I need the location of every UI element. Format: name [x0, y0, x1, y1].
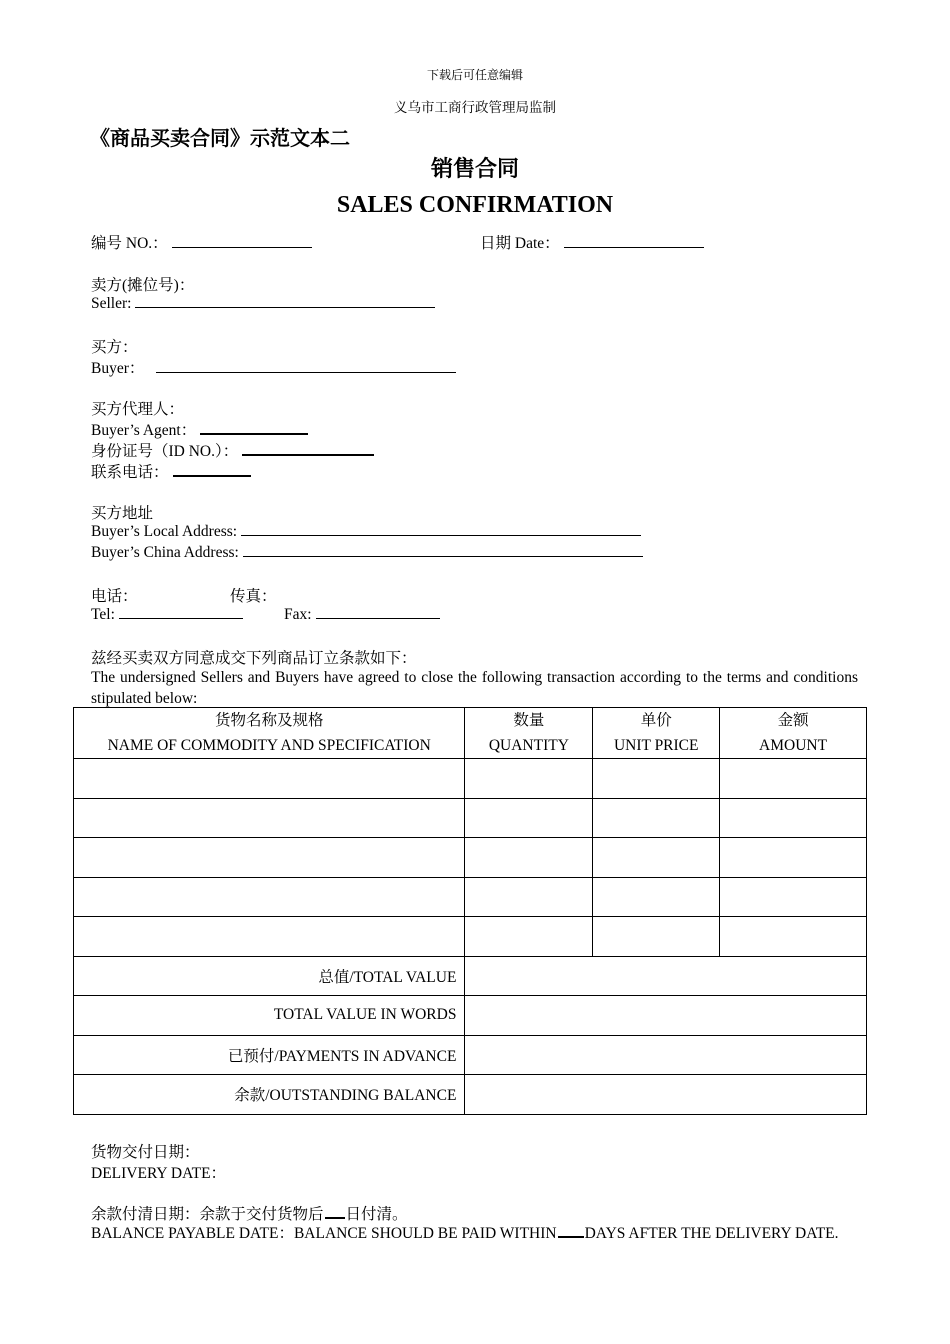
- fax-field: [284, 605, 440, 624]
- quantity-cell[interactable]: [465, 759, 593, 799]
- total-words-cell[interactable]: [465, 996, 867, 1036]
- phone-blank[interactable]: [173, 462, 251, 477]
- template-title: 《商品买卖合同》示范文本二: [90, 126, 350, 150]
- balance-date-cn: [91, 1202, 408, 1224]
- unit-price-cell[interactable]: [593, 838, 720, 878]
- number-field: [91, 231, 312, 253]
- china-address-field: [91, 543, 643, 562]
- agent-label-en: Buyer’s Agent：: [91, 422, 197, 439]
- advance-cell[interactable]: [465, 1035, 867, 1075]
- table-row: [74, 917, 867, 957]
- quantity-cell[interactable]: [465, 917, 593, 957]
- total-value-cell[interactable]: [465, 956, 867, 996]
- header-amount: 金额 AMOUNT: [720, 708, 867, 759]
- contract-title-cn: 销售合同: [430, 157, 519, 182]
- number-blank[interactable]: [172, 234, 312, 248]
- date-blank[interactable]: [564, 234, 704, 248]
- balance-days-blank-cn[interactable]: [325, 1204, 345, 1219]
- quantity-cell[interactable]: [465, 877, 593, 917]
- table-row: [74, 838, 867, 878]
- seller-blank[interactable]: [135, 294, 435, 308]
- unit-price-cell[interactable]: [593, 917, 720, 957]
- id-blank[interactable]: [242, 441, 374, 456]
- intro-cn: 兹经买卖双方同意成交下列商品订立条款如下：: [91, 650, 417, 667]
- header-unit-price: 单价 UNIT PRICE: [593, 708, 720, 759]
- total-words-label: TOTAL VALUE IN WORDS: [74, 996, 465, 1036]
- summary-row-balance: [74, 1075, 867, 1115]
- local-address-label: Buyer’s Local Address:: [91, 523, 238, 540]
- commodity-cell[interactable]: [74, 917, 465, 957]
- quantity-cell[interactable]: [465, 838, 593, 878]
- china-address-blank[interactable]: [243, 543, 643, 557]
- unit-price-cell[interactable]: [593, 877, 720, 917]
- local-address-blank[interactable]: [241, 522, 641, 536]
- balance-label: 余款/OUTSTANDING BALANCE: [74, 1075, 465, 1115]
- balance-en-after: DAYS AFTER THE DELIVERY DATE.: [584, 1225, 839, 1242]
- intro-en: The undersigned Sellers and Buyers have agreed to close the following transaction according to the terms and conditions stipulated below:: [91, 669, 858, 707]
- fax-blank[interactable]: [316, 605, 440, 619]
- quantity-cell[interactable]: [465, 798, 593, 838]
- unit-price-cell[interactable]: [593, 798, 720, 838]
- seller-field: [91, 294, 435, 313]
- table-row: [74, 798, 867, 838]
- amount-cell[interactable]: [720, 838, 867, 878]
- id-field: [91, 439, 374, 461]
- contract-title-en: SALES CONFIRMATION: [336, 192, 614, 218]
- summary-row-advance: [74, 1035, 867, 1075]
- balance-cn-before: 余款付清日期：余款于交付货物后: [91, 1206, 324, 1223]
- seller-label-en: Seller:: [91, 295, 132, 312]
- tel-label-cn: 电话：: [91, 588, 138, 605]
- seller-label-cn: 卖方(摊位号)：: [91, 277, 195, 294]
- table-header-row: [74, 708, 867, 759]
- amount-cell[interactable]: [720, 759, 867, 799]
- tel-label-en: Tel:: [91, 606, 115, 623]
- table-row: [74, 877, 867, 917]
- date-label: 日期 Date：: [480, 235, 560, 252]
- local-address-field: [91, 522, 641, 541]
- agent-field: [91, 418, 308, 440]
- table-row: [74, 759, 867, 799]
- summary-row-total-value: [74, 956, 867, 996]
- tel-blank[interactable]: [119, 605, 243, 619]
- commodity-cell[interactable]: [74, 838, 465, 878]
- fax-label-en: Fax:: [284, 606, 312, 623]
- tel-field: [91, 605, 243, 624]
- buyer-label-cn: 买方：: [91, 339, 138, 356]
- balance-cn-after: 日付清。: [345, 1206, 408, 1223]
- buyer-blank[interactable]: [156, 359, 456, 373]
- date-field: [480, 231, 704, 253]
- fax-label-cn: 传真：: [230, 588, 277, 605]
- goods-table: [73, 707, 867, 1115]
- commodity-cell[interactable]: [74, 798, 465, 838]
- header-quantity: 数量 QUANTITY: [465, 708, 593, 759]
- summary-row-total-words: [74, 996, 867, 1036]
- delivery-label-cn: 货物交付日期：: [91, 1144, 200, 1161]
- address-label-cn: 买方地址: [91, 505, 154, 522]
- commodity-cell[interactable]: [74, 759, 465, 799]
- delivery-label-en: DELIVERY DATE：: [91, 1165, 227, 1182]
- id-label: 身份证号（ID NO.）：: [91, 443, 239, 460]
- buyer-label-en: Buyer：: [91, 360, 145, 377]
- amount-cell[interactable]: [720, 877, 867, 917]
- commodity-cell[interactable]: [74, 877, 465, 917]
- amount-cell[interactable]: [720, 798, 867, 838]
- balance-days-blank-en[interactable]: [558, 1223, 584, 1238]
- amount-cell[interactable]: [720, 917, 867, 957]
- top-note: 下载后可任意编辑: [426, 68, 523, 82]
- balance-date-en: [91, 1223, 858, 1244]
- total-value-label: 总值/TOTAL VALUE: [74, 956, 465, 996]
- agent-blank[interactable]: [200, 420, 308, 435]
- agent-label-cn: 买方代理人：: [91, 401, 185, 418]
- balance-cell[interactable]: [465, 1075, 867, 1115]
- phone-label: 联系电话：: [91, 464, 169, 481]
- header-commodity: 货物名称及规格 NAME OF COMMODITY AND SPECIFICATION: [74, 708, 465, 759]
- unit-price-cell[interactable]: [593, 759, 720, 799]
- supervisor-line: 义乌市工商行政管理局监制: [394, 100, 556, 115]
- buyer-field: [91, 356, 456, 378]
- balance-en-before: BALANCE PAYABLE DATE：BALANCE SHOULD BE PAID WITHIN: [91, 1225, 557, 1242]
- number-label: 编号 NO.：: [91, 235, 168, 252]
- china-address-label: Buyer’s China Address:: [91, 544, 239, 561]
- phone-field: [91, 460, 251, 482]
- advance-label: 已预付/PAYMENTS IN ADVANCE: [74, 1035, 465, 1075]
